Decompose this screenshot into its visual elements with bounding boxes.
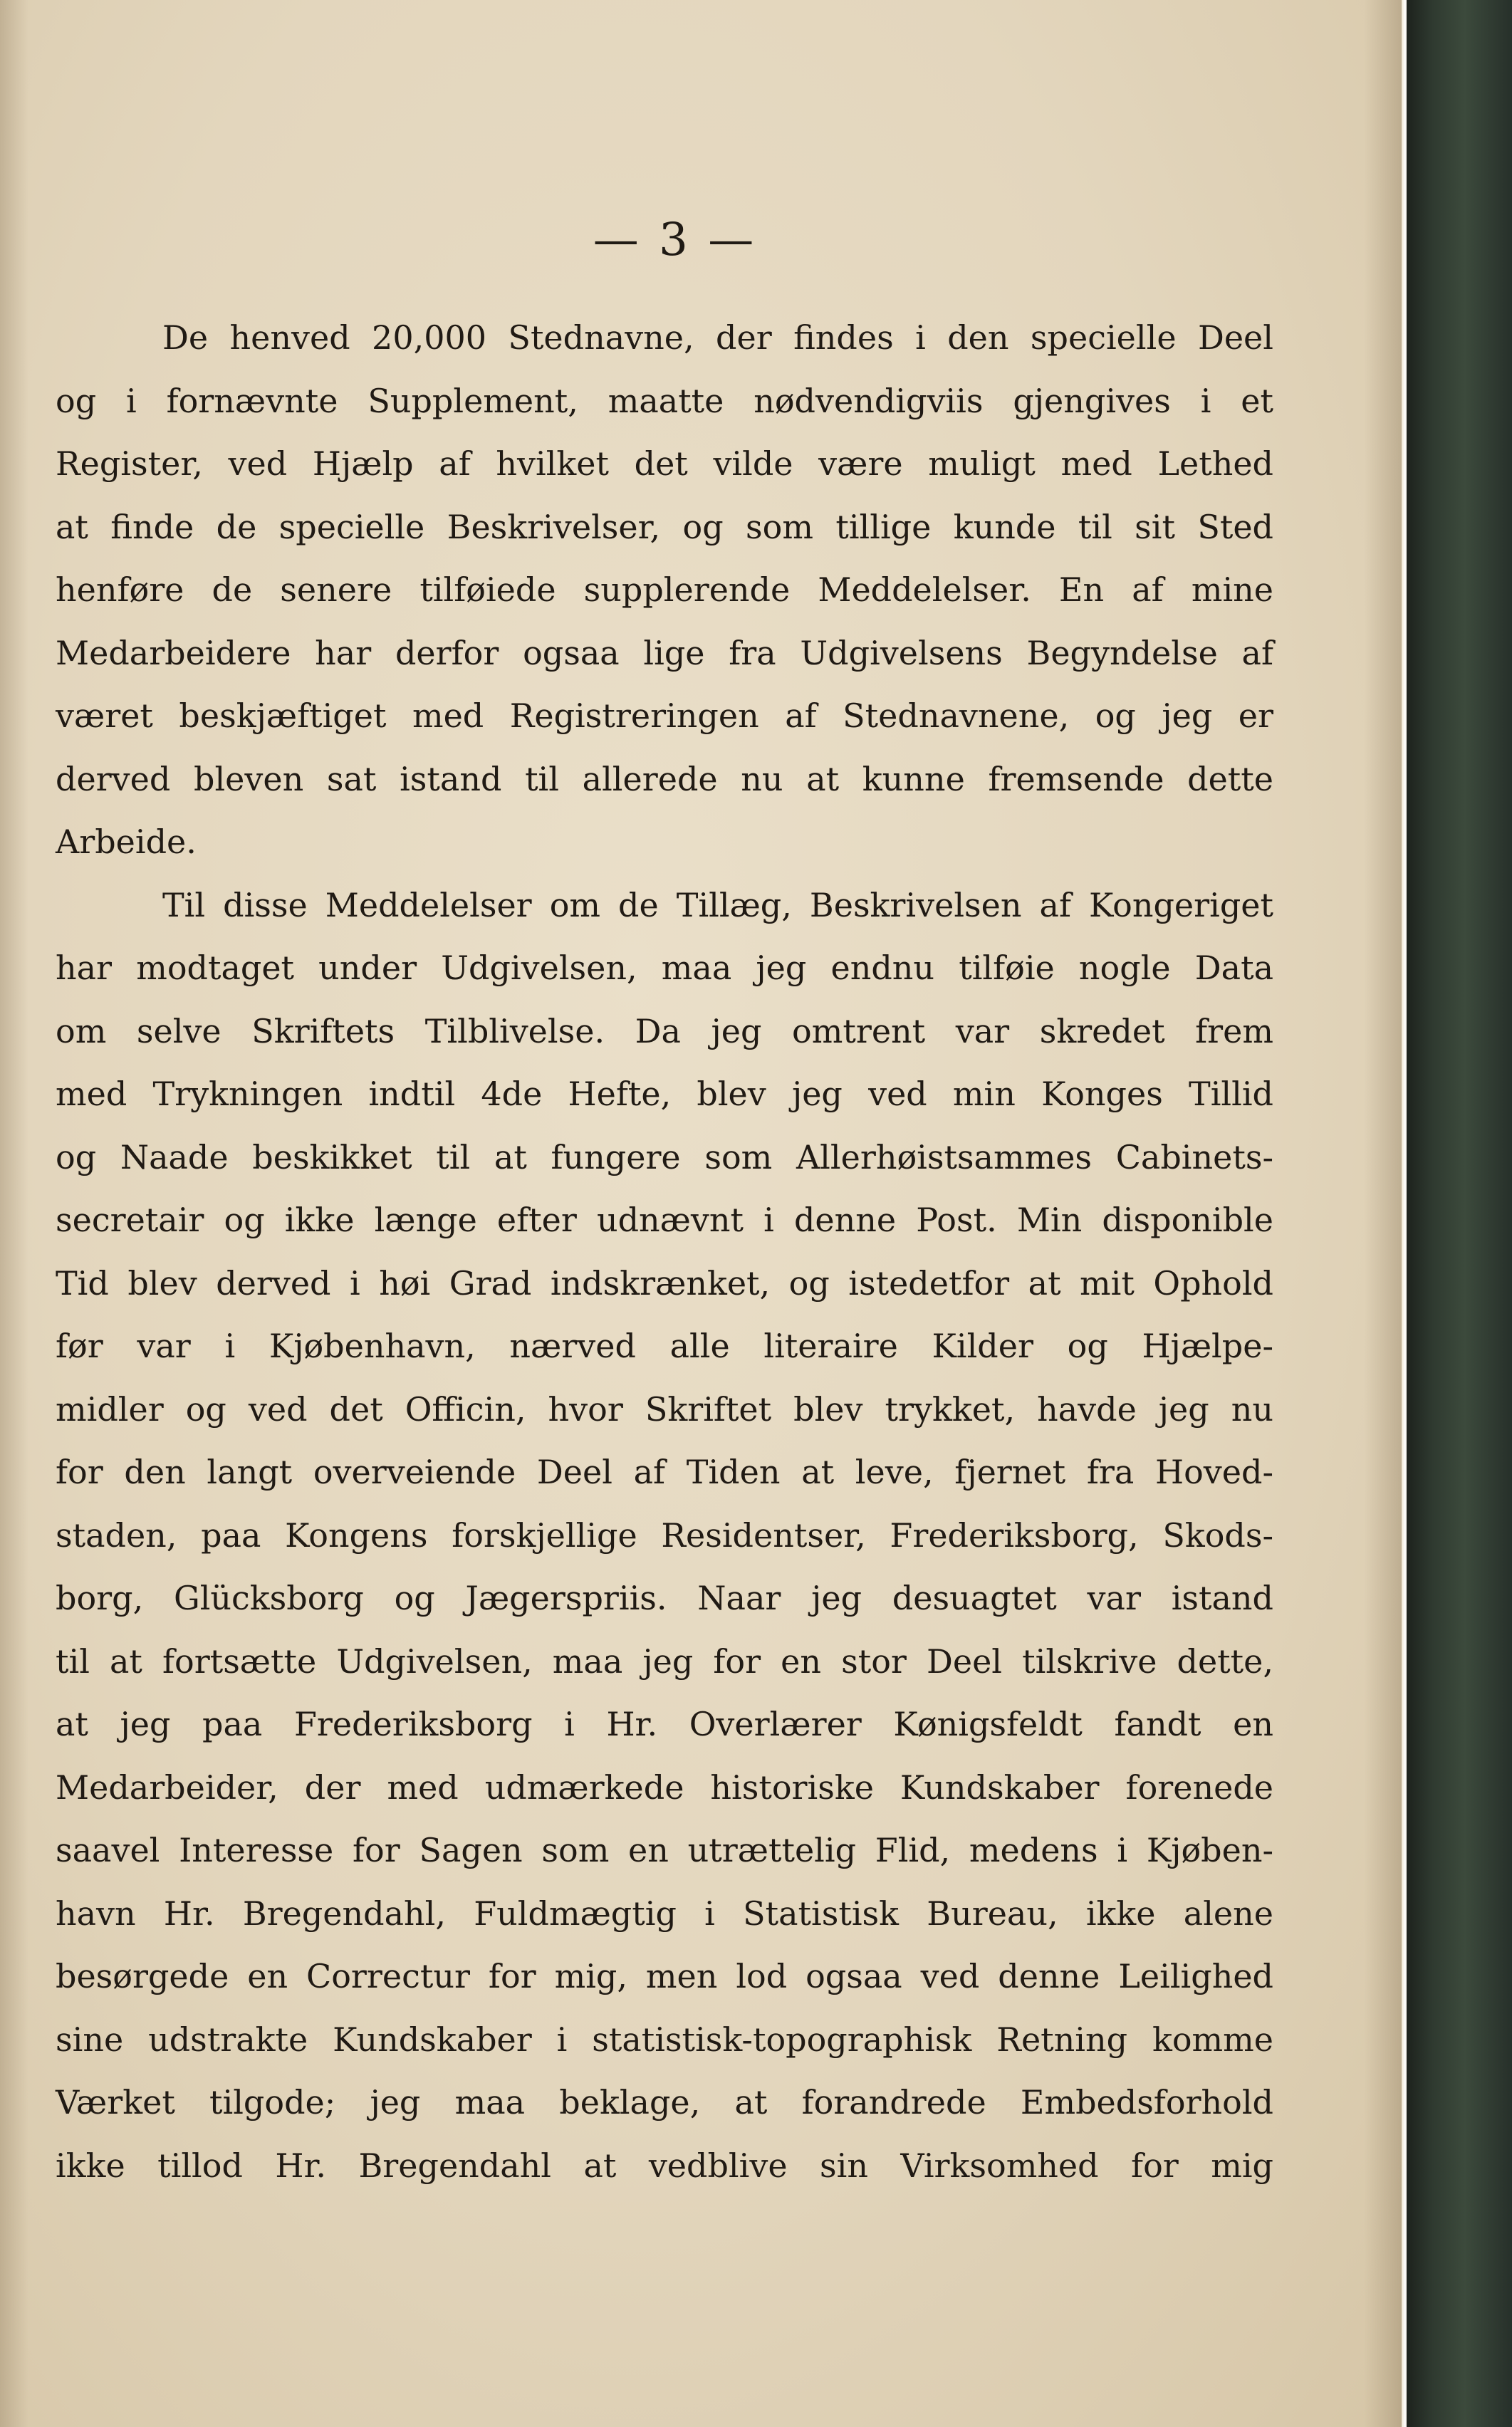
text-line: Register, ved Hjælp af hvilket det vilde være muligt med Lethed [56, 444, 1273, 483]
page-number: — 3 — [593, 214, 757, 266]
text-line: Arbeide. [56, 823, 197, 861]
text-line: Værket tilgode; jeg maa beklage, at forandrede Embedsforhold [56, 2083, 1273, 2121]
text-line: om selve Skriftets Tilblivelse. Da jeg omtrent var skredet frem [56, 1011, 1273, 1050]
text-line: havn Hr. Bregendahl, Fuldmægtig i Statistisk Bureau, ikke alene [56, 1894, 1273, 1933]
text-line: før var i Kjøbenhavn, nærved alle literaire Kilder og Hjælpe- [56, 1327, 1273, 1365]
text-line: Medarbeidere har derfor ogsaa lige fra Udgivelsens Begyndelse af [56, 633, 1273, 672]
text-line: at finde de specielle Beskrivelser, og som tillige kunde til sit Sted [56, 507, 1273, 546]
text-line: midler og ved det Officin, hvor Skriftet blev trykket, havde jeg nu [56, 1389, 1273, 1429]
text-line: staden, paa Kongens forskjellige Residentser, Frederiksborg, Skods- [56, 1515, 1273, 1555]
text-line: saavel Interesse for Sagen som en utrættelig Flid, medens i Kjøben- [56, 1831, 1273, 1869]
text-line: at jeg paa Frederiksborg i Hr. Overlærer Kønigsfeldt fandt en [56, 1705, 1273, 1743]
text-line: ikke tillod Hr. Bregendahl at vedblive sin Virksomhed for mig [56, 2146, 1273, 2185]
page-gutter-shadow [0, 0, 28, 2427]
text-line: borg, Glücksborg og Jægerspriis. Naar jeg desuagtet var istand [56, 1579, 1273, 1617]
text-line: Til disse Meddelelser om de Tillæg, Beskrivelsen af Kongeriget [162, 885, 1273, 924]
text-line: sine udstrakte Kundskaber i statistisk-topographisk Retning komme [56, 2020, 1273, 2059]
text-line: har modtaget under Udgivelsen, maa jeg endnu tilføie nogle Data [56, 949, 1273, 987]
text-line: og i fornævnte Supplement, maatte nødvendigviis gjengives i et [56, 381, 1273, 420]
text-line: De henved 20,000 Stednavne, der findes i den specielle Deel [162, 318, 1273, 357]
text-line: Tid blev derved i høi Grad indskrænket, og istedetfor at mit Ophold [56, 1263, 1273, 1303]
text-line: Medarbeider, der med udmærkede historiske Kundskaber forenede [56, 1768, 1273, 1807]
text-line: til at fortsætte Udgivelsen, maa jeg for en stor Deel tilskrive dette, [56, 1642, 1273, 1681]
body-text [56, 306, 1273, 2197]
text-line: for den langt overveiende Deel af Tiden at leve, fjernet fra Hoved- [56, 1453, 1273, 1491]
page-edge-shadow [1364, 0, 1407, 2427]
text-line: og Naade beskikket til at fungere som Allerhøistsammes Cabinets- [56, 1137, 1273, 1176]
text-line: været beskjæftiget med Registreringen af Stednavnene, og jeg er [56, 696, 1273, 735]
book-binding [1407, 0, 1512, 2427]
text-line: med Trykningen indtil 4de Hefte, blev jeg ved min Konges Tillid [56, 1075, 1273, 1113]
text-line: secretair og ikke længe efter udnævnt i denne Post. Min disponible [56, 1201, 1273, 1239]
text-line: derved bleven sat istand til allerede nu at kunne fremsende dette [56, 759, 1273, 798]
text-line: henføre de senere tilføiede supplerende Meddelelser. En af mine [56, 570, 1273, 609]
text-line: besørgede en Correctur for mig, men lod ogsaa ved denne Leilighed [56, 1957, 1273, 1995]
